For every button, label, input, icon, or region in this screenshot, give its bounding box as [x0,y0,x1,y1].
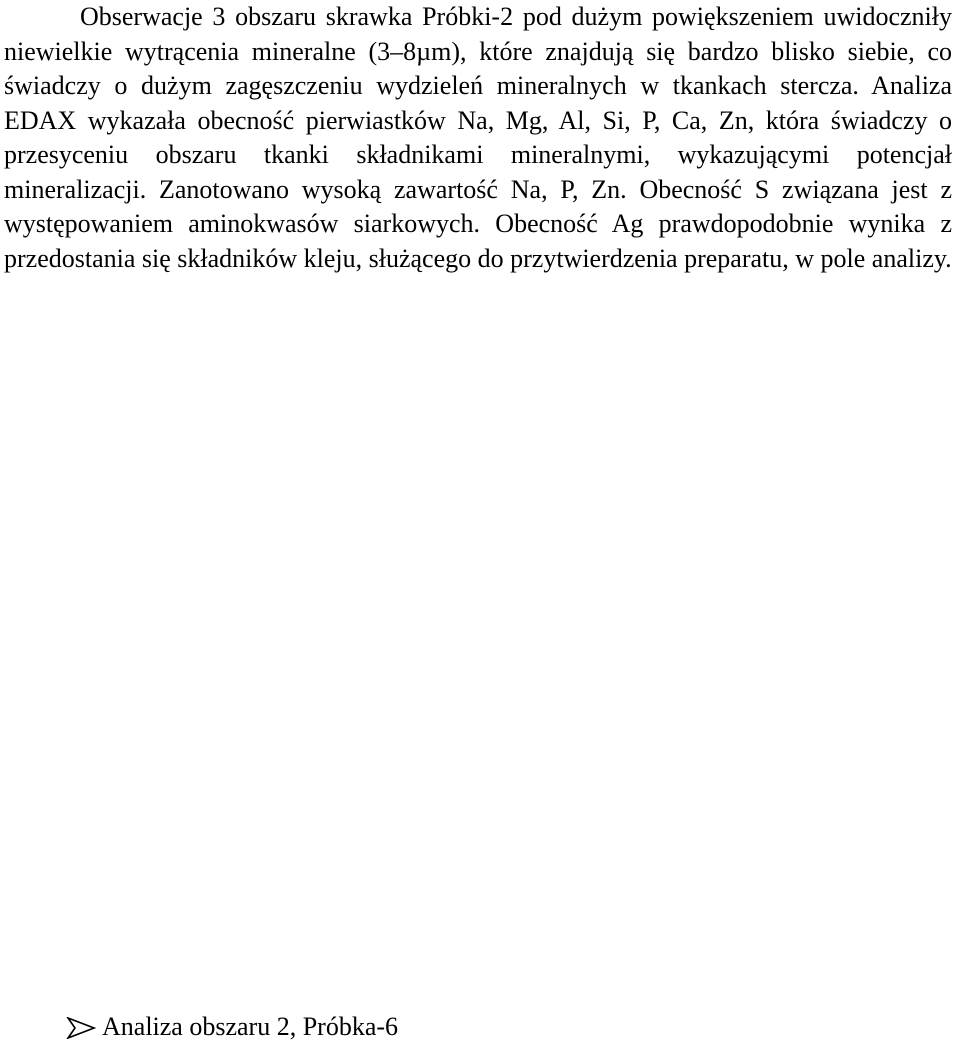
body-paragraph: Obserwacje 3 obszaru skrawka Próbki-2 pod dużym powiększeniem uwidoczniły niewielkie wytrącenia mineralne (3–8µm), które znajdują się bardzo blisko siebie, co świadczy o dużym zagęszczeniu wydzieleń mineralnych w tkankach stercza. Analiza EDAX wykazała obecność pierwiastków Na, Mg, Al, Si, P, Ca, Zn, która świadczy o przesyceniu obszaru tkanki składnikami mineralnymi, wykazującymi potencjał mineralizacji. Zanotowano wysoką zawartość Na, P, Zn. Obecność S związana jest z występowaniem aminokwasów siarkowych. Obecność Ag prawdopodobnie wynika z przedostania się składników kleju, służącego do przytwierdzenia preparatu, w pole analizy. [4,2,952,273]
arrowhead-bullet-icon [66,1017,96,1039]
section-heading-text: Analiza obszaru 2, Próbka-6 [102,1012,399,1041]
section-heading [66,1010,398,1044]
